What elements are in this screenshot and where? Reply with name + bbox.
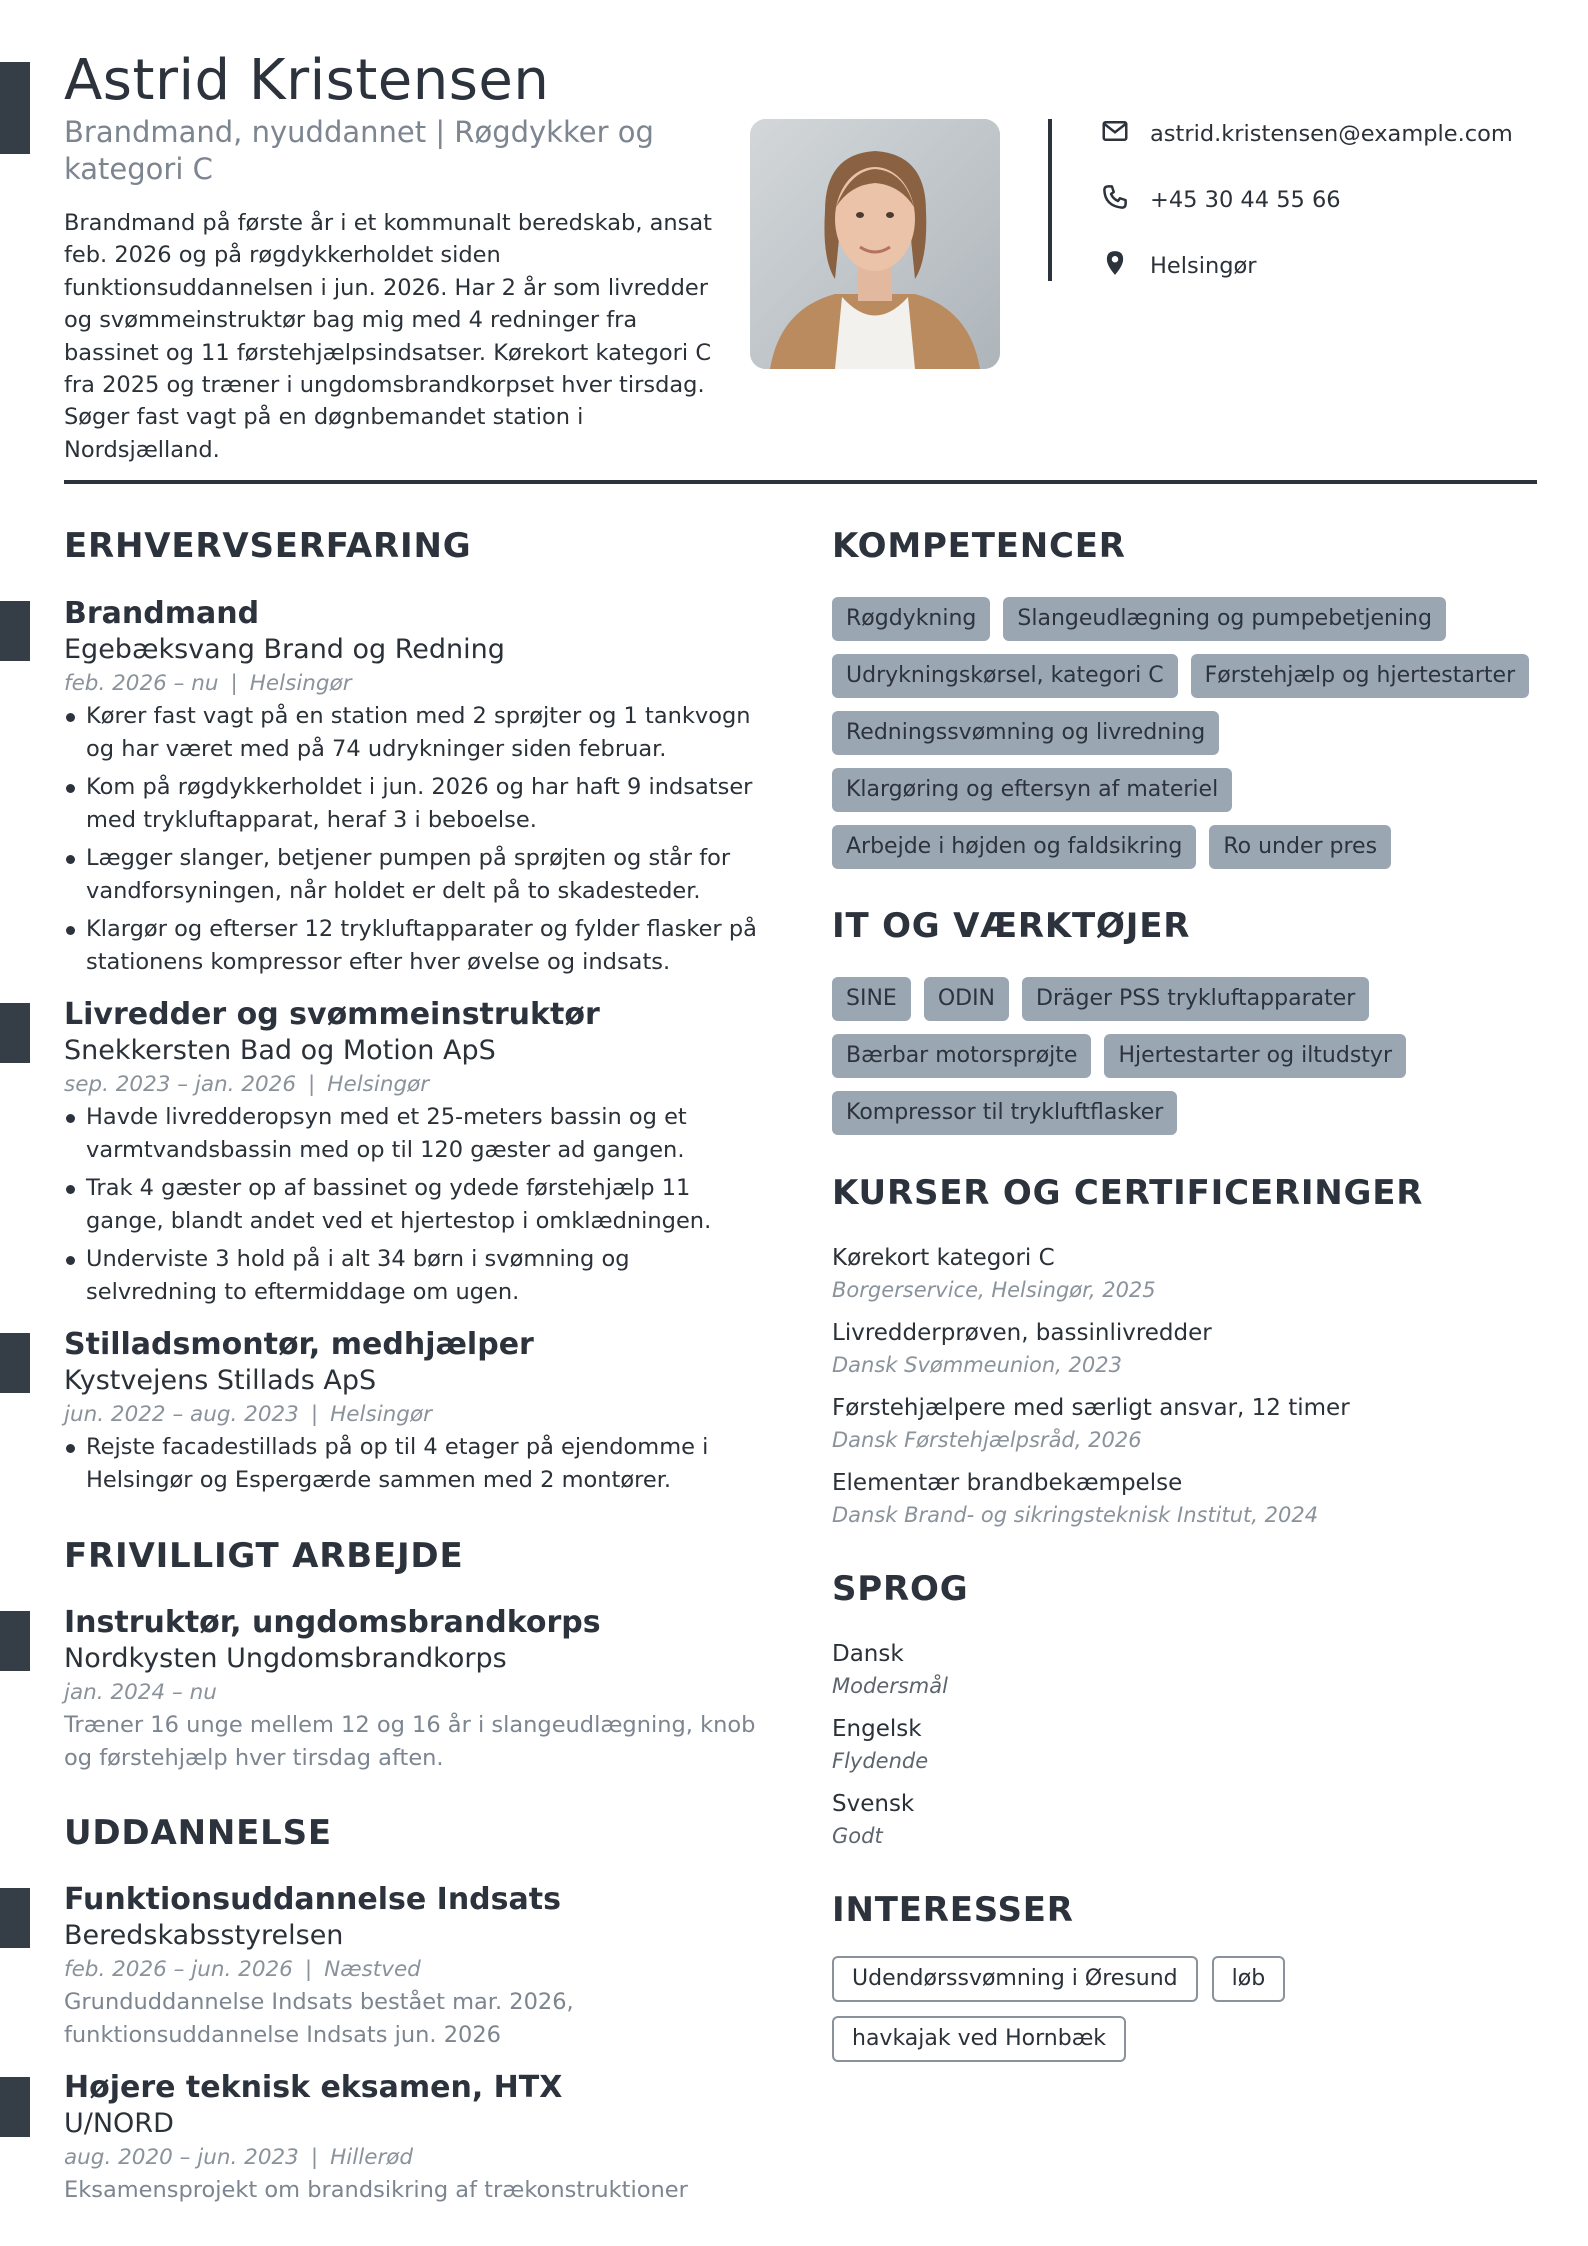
degree-title: Funktionsuddannelse Indsats: [64, 1882, 561, 1917]
list-item: Kører fast vagt på en station med 2 sprøjter og 1 tankvogn og har været med på 74 udrykninger siden februar.: [64, 700, 764, 766]
section-title-interests: INTERESSER: [832, 1890, 1074, 1930]
section-title-education: UDDANNELSE: [64, 1813, 332, 1853]
education-place: Næstved: [324, 1957, 421, 1982]
education-period: aug. 2020 – jun. 2023: [64, 2145, 299, 2170]
phone-icon: [1100, 182, 1130, 218]
headline: Brandmand, nyuddannet | Røgdykker og kategori C: [64, 115, 654, 186]
tool-chip: Hjertestarter og iltudstyr: [1104, 1034, 1406, 1078]
candidate-name: Astrid Kristensen: [64, 48, 550, 113]
section-title-volunteer: FRIVILLIGT ARBEJDE: [64, 1536, 464, 1576]
course-source: Dansk Svømmeunion, 2023: [832, 1353, 1122, 1377]
job-period: feb. 2026 – nu: [64, 671, 219, 696]
section-title-skills: KOMPETENCER: [832, 526, 1126, 566]
course-name: Førstehjælpere med særligt ansvar, 12 timer: [832, 1395, 1350, 1421]
course-name: Livredderprøven, bassinlivredder: [832, 1320, 1212, 1346]
education-meta: feb. 2026 – jun. 2026 | Næstved: [64, 1957, 421, 1982]
skill-chip: Slangeudlægning og pumpebetjening: [1003, 597, 1446, 641]
experience-entry: [64, 596, 764, 984]
list-item: Havde livredderopsyn med et 25-meters bassin og et varmtvandsbassin med op til 120 gæster ad gangen.: [64, 1101, 764, 1167]
employer: Kystvejens Stillads ApS: [64, 1365, 377, 1396]
skill-chip: Redningssvømning og livredning: [832, 711, 1219, 755]
education-period: feb. 2026 – jun. 2026: [64, 1957, 293, 1982]
volunteer-org: Nordkysten Ungdomsbrandkorps: [64, 1643, 507, 1674]
contact-divider: [1048, 119, 1052, 281]
tool-chip: Bærbar motorsprøjte: [832, 1034, 1091, 1078]
job-place: Helsingør: [327, 1072, 430, 1097]
institution: Beredskabsstyrelsen: [64, 1920, 344, 1951]
experience-entry: [64, 1327, 764, 1502]
education-place: Hillerød: [330, 2145, 414, 2170]
job-period: sep. 2023 – jan. 2026: [64, 1072, 297, 1097]
interest-chip: havkajak ved Hornbæk: [832, 2016, 1126, 2062]
section-title-languages: SPROG: [832, 1569, 969, 1609]
job-place: Helsingør: [249, 671, 352, 696]
language-item: [832, 1638, 1332, 1702]
contact-email[interactable]: [1100, 116, 1513, 152]
language-level: Modersmål: [832, 1674, 948, 1698]
tool-chip: ODIN: [924, 977, 1009, 1021]
email-text: astrid.kristensen@example.com: [1150, 121, 1513, 147]
list-item: Lægger slanger, betjener pumpen på sprøjten og står for vandforsyningen, når holdet er delt på to skadesteder.: [64, 842, 764, 908]
it-tools-list: [832, 977, 1532, 1135]
skill-chip: Førstehjælp og hjertestarter: [1191, 654, 1530, 698]
location-text: Helsingør: [1150, 253, 1257, 279]
course-item: [832, 1242, 1532, 1306]
phone-text: +45 30 44 55 66: [1150, 187, 1341, 213]
course-item: [832, 1317, 1532, 1381]
tool-chip: SINE: [832, 977, 911, 1021]
education-entry: [64, 1882, 764, 2052]
accent-bar: [0, 601, 30, 661]
list-item: Klargør og efterser 12 trykluftapparater og fylder flasker på stationens kompressor efter hver øvelse og indsats.: [64, 913, 764, 979]
contact-location: [1100, 248, 1257, 284]
skill-chip: Ro under pres: [1209, 825, 1391, 869]
skill-chip: Røgdykning: [832, 597, 990, 641]
accent-bar: [0, 1888, 30, 1948]
envelope-icon: [1100, 116, 1130, 152]
section-title-it: IT OG VÆRKTØJER: [832, 906, 1191, 946]
list-item: Underviste 3 hold på i alt 34 børn i svømning og selvredning to eftermiddage om ugen.: [64, 1243, 764, 1309]
job-bullets: [64, 700, 764, 979]
profile-photo: [750, 119, 1000, 369]
job-period: jun. 2022 – aug. 2023: [64, 1402, 299, 1427]
volunteer-description: Træner 16 unge mellem 12 og 16 år i slangeudlægning, knob og førstehjælp hver tirsdag aften.: [64, 1712, 756, 1771]
tool-chip: Dräger PSS trykluftapparater: [1022, 977, 1369, 1021]
institution: U/NORD: [64, 2108, 174, 2139]
course-name: Elementær brandbekæmpelse: [832, 1470, 1183, 1496]
education-meta: aug. 2020 – jun. 2023 | Hillerød: [64, 2145, 414, 2170]
job-meta: jun. 2022 – aug. 2023 | Helsingør: [64, 1402, 432, 1427]
accent-bar: [0, 2077, 30, 2137]
section-title-experience: ERHVERVSERFARING: [64, 526, 472, 566]
header-divider: [64, 480, 1537, 484]
interest-chip: Udendørssvømning i Øresund: [832, 1956, 1198, 2002]
language-name: Svensk: [832, 1791, 915, 1817]
accent-bar: [0, 1003, 30, 1063]
job-bullets: [64, 1101, 764, 1309]
employer: Snekkersten Bad og Motion ApS: [64, 1035, 496, 1066]
list-item: Rejste facadestillads på op til 4 etager på ejendomme i Helsingør og Espergærde sammen med 2 montører.: [64, 1431, 764, 1497]
job-title: Brandmand: [64, 596, 260, 631]
accent-bar: [0, 1611, 30, 1671]
course-item: [832, 1467, 1532, 1531]
location-pin-icon: [1100, 248, 1130, 284]
volunteer-entry: [64, 1605, 764, 1775]
language-name: Engelsk: [832, 1716, 922, 1742]
job-title: Livredder og svømmeinstruktør: [64, 997, 600, 1032]
tool-chip: Kompressor til trykluftflasker: [832, 1091, 1177, 1135]
language-level: Godt: [832, 1824, 883, 1848]
job-bullets: [64, 1431, 764, 1497]
language-item: [832, 1713, 1332, 1777]
skill-chip: Udrykningskørsel, kategori C: [832, 654, 1178, 698]
skills-list: [832, 597, 1532, 869]
employer: Egebæksvang Brand og Redning: [64, 634, 505, 665]
course-source: Dansk Brand- og sikringsteknisk Institut, 2024: [832, 1503, 1319, 1527]
skill-chip: Klargøring og eftersyn af materiel: [832, 768, 1232, 812]
experience-entry: [64, 997, 764, 1314]
accent-bar: [0, 1333, 30, 1393]
interest-chip: løb: [1212, 1956, 1286, 2002]
course-item: [832, 1392, 1532, 1456]
education-description: Eksamensprojekt om brandsikring af trækonstruktioner: [64, 2177, 688, 2203]
contact-phone[interactable]: [1100, 182, 1341, 218]
education-description: Grunduddannelse Indsats bestået mar. 2026, funktionsuddannelse Indsats jun. 2026: [64, 1989, 574, 2048]
course-source: Dansk Førstehjælpsråd, 2026: [832, 1428, 1142, 1452]
interests-list: [832, 1956, 1392, 2062]
profile-summary: Brandmand på første år i et kommunalt beredskab, ansat feb. 2026 og på røgdykkerholdet siden funktionsuddannelsen i jun. 2026. Har 2 år som livredder og svømmeinstruktør bag mig med 4 redninger fra bassinet og 11 førstehjælpsindsatser. Kørekort kategori C fra 2025 og træner i ungdomsbrandkorpset hver tirsdag. Søger fast vagt på en døgnbemandet station i Nordsjælland.: [64, 210, 713, 463]
language-name: Dansk: [832, 1641, 904, 1667]
volunteer-title: Instruktør, ungdomsbrandkorps: [64, 1605, 601, 1640]
volunteer-period: jan. 2024 – nu: [64, 1680, 217, 1705]
job-meta: feb. 2026 – nu | Helsingør: [64, 671, 352, 696]
degree-title: Højere teknisk eksamen, HTX: [64, 2070, 563, 2105]
job-meta: sep. 2023 – jan. 2026 | Helsingør: [64, 1072, 430, 1097]
education-entry: [64, 2070, 764, 2207]
language-level: Flydende: [832, 1749, 929, 1773]
job-place: Helsingør: [330, 1402, 432, 1427]
section-title-courses: KURSER OG CERTIFICERINGER: [832, 1173, 1424, 1213]
language-item: [832, 1788, 1332, 1852]
job-title: Stilladsmontør, medhjælper: [64, 1327, 534, 1362]
list-item: Trak 4 gæster op af bassinet og ydede førstehjælp 11 gange, blandt andet ved et hjertestop i omklædningen.: [64, 1172, 764, 1238]
accent-bar: [0, 62, 30, 154]
course-source: Borgerservice, Helsingør, 2025: [832, 1278, 1156, 1302]
list-item: Kom på røgdykkerholdet i jun. 2026 og har haft 9 indsatser med trykluftapparat, heraf 3 i beboelse.: [64, 771, 764, 837]
course-name: Kørekort kategori C: [832, 1245, 1055, 1271]
skill-chip: Arbejde i højden og faldsikring: [832, 825, 1196, 869]
